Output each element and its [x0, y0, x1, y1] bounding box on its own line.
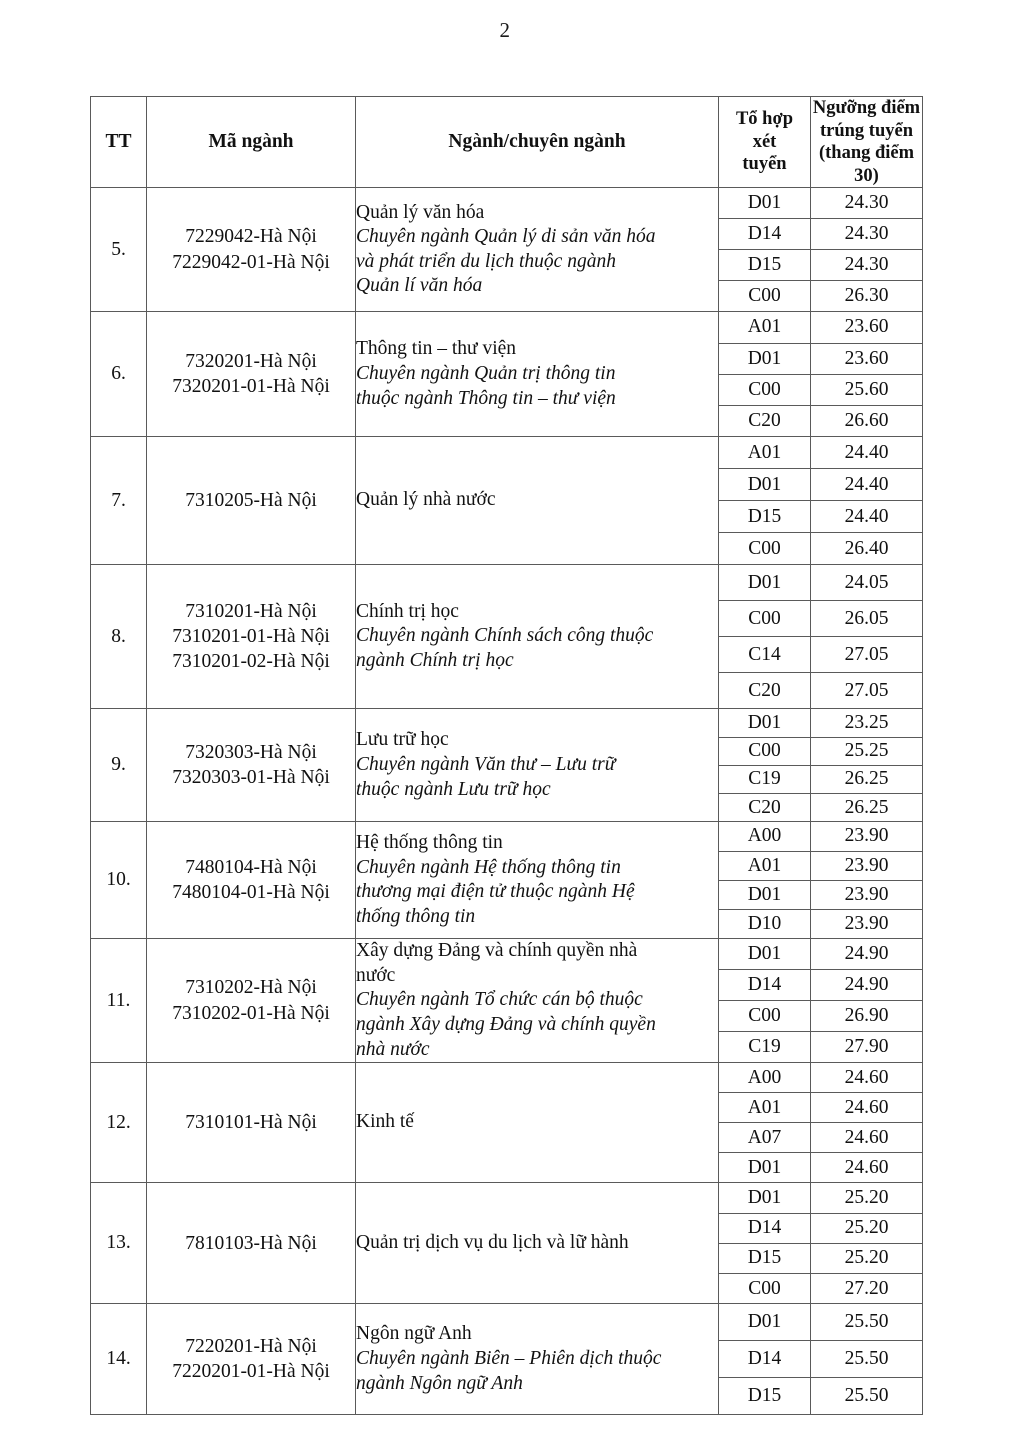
- subject-combo-cell: D15: [719, 1378, 811, 1415]
- major-name-line: Quản lý văn hóa: [356, 201, 485, 223]
- benchmark-score-cell: 24.05: [811, 565, 923, 601]
- specialization-line: ngành Xây dựng Đảng và chính quyền: [356, 1014, 656, 1036]
- subject-combo-cell: D15: [719, 501, 811, 533]
- table-row: [91, 939, 923, 970]
- benchmark-score-cell: 24.60: [811, 1153, 923, 1183]
- subject-combo-cell: A00: [719, 822, 811, 851]
- major-code-line: 7310201-02-Hà Nội: [172, 651, 330, 673]
- subject-combo-cell: C19: [719, 765, 811, 793]
- specialization-line: Chuyên ngành Quản lý di sản văn hóa: [356, 226, 656, 248]
- benchmark-score-cell: 26.40: [811, 533, 923, 565]
- specialization-line: thuộc ngành Lưu trữ học: [356, 778, 551, 800]
- major-name-line: Hệ thống thông tin: [356, 832, 503, 854]
- column-header-nguong-diem: [811, 97, 923, 188]
- specialization-line: thương mại điện tử thuộc ngành Hệ: [356, 881, 635, 903]
- major-code-line: 7220201-01-Hà Nội: [172, 1361, 330, 1383]
- major-name-cell: [356, 437, 719, 565]
- specialization-line: Chuyên ngành Biên – Phiên dịch thuộc: [356, 1347, 662, 1369]
- major-name-line: Kinh tế: [356, 1111, 414, 1133]
- table-row: [91, 1063, 923, 1093]
- benchmark-score-cell: 24.30: [811, 188, 923, 219]
- benchmark-score-cell: 25.20: [811, 1183, 923, 1213]
- benchmark-score-cell: 24.60: [811, 1093, 923, 1123]
- subject-combo-cell: C14: [719, 637, 811, 673]
- major-name-cell: [356, 1304, 719, 1415]
- specialization-line: Chuyên ngành Quản trị thông tin: [356, 362, 616, 384]
- table-header: [91, 97, 923, 188]
- benchmark-score-cell: 23.25: [811, 709, 923, 737]
- to-hop-line-3: tuyển: [742, 154, 787, 175]
- benchmark-score-cell: 27.90: [811, 1032, 923, 1063]
- admission-score-table: [90, 96, 923, 1415]
- nguong-line-2: trúng tuyển: [819, 120, 914, 141]
- major-name-line: Lưu trữ học: [356, 729, 449, 751]
- major-name-cell: [356, 939, 719, 1063]
- specialization-line: thuộc ngành Thông tin – thư viện: [356, 387, 616, 409]
- benchmark-score-cell: 26.30: [811, 281, 923, 312]
- row-index-cell: 6.: [91, 312, 147, 437]
- table-row: [91, 188, 923, 219]
- specialization-line: Chuyên ngành Chính sách công thuộc: [356, 625, 654, 647]
- table-body: [91, 188, 923, 1415]
- subject-combo-cell: D15: [719, 250, 811, 281]
- major-code-cell: [147, 1063, 356, 1183]
- major-code-cell: [147, 1304, 356, 1415]
- specialization-line: ngành Chính trị học: [356, 650, 514, 672]
- subject-combo-cell: D15: [719, 1243, 811, 1273]
- major-name-line: nước: [356, 964, 396, 986]
- benchmark-score-cell: 25.50: [811, 1304, 923, 1341]
- benchmark-score-cell: 23.90: [811, 880, 923, 909]
- subject-combo-cell: D01: [719, 939, 811, 970]
- major-code-line: 7229042-01-Hà Nội: [172, 251, 330, 273]
- row-index-cell: 8.: [91, 565, 147, 709]
- table-row: [91, 312, 923, 343]
- specialization-line: Quản lí văn hóa: [356, 275, 483, 297]
- benchmark-score-cell: 24.40: [811, 469, 923, 501]
- benchmark-score-cell: 23.60: [811, 312, 923, 343]
- benchmark-score-cell: 25.20: [811, 1243, 923, 1273]
- benchmark-score-cell: 25.20: [811, 1213, 923, 1243]
- row-index-cell: 5.: [91, 188, 147, 312]
- subject-combo-cell: D14: [719, 970, 811, 1001]
- major-name-line: Quản trị dịch vụ du lịch và lữ hành: [356, 1231, 629, 1253]
- specialization-line: và phát triển du lịch thuộc ngành: [356, 250, 616, 272]
- benchmark-score-cell: 23.90: [811, 910, 923, 939]
- major-code-line: 7310205-Hà Nội: [185, 490, 317, 512]
- major-name-line: Xây dựng Đảng và chính quyền nhà: [356, 940, 638, 962]
- major-code-line: 7480104-01-Hà Nội: [172, 882, 330, 904]
- major-name-cell: [356, 709, 719, 822]
- benchmark-score-cell: 25.60: [811, 374, 923, 405]
- major-name-cell: [356, 1063, 719, 1183]
- major-code-line: 7320201-Hà Nội: [185, 350, 317, 372]
- major-name-cell: [356, 822, 719, 939]
- subject-combo-cell: C20: [719, 673, 811, 709]
- benchmark-score-cell: 24.90: [811, 939, 923, 970]
- major-name-cell: [356, 565, 719, 709]
- row-index-cell: 10.: [91, 822, 147, 939]
- benchmark-score-cell: 26.25: [811, 794, 923, 822]
- table-row: [91, 822, 923, 851]
- major-code-line: 7310201-Hà Nội: [185, 600, 317, 622]
- subject-combo-cell: D10: [719, 910, 811, 939]
- major-code-line: 7480104-Hà Nội: [185, 856, 317, 878]
- row-index-cell: 13.: [91, 1183, 147, 1304]
- subject-combo-cell: C00: [719, 601, 811, 637]
- subject-combo-cell: A07: [719, 1123, 811, 1153]
- major-code-cell: [147, 437, 356, 565]
- benchmark-score-cell: 24.60: [811, 1123, 923, 1153]
- major-code-line: 7320303-Hà Nội: [185, 741, 317, 763]
- table-row: [91, 1304, 923, 1341]
- benchmark-score-cell: 27.05: [811, 637, 923, 673]
- row-index-cell: 9.: [91, 709, 147, 822]
- benchmark-score-cell: 24.90: [811, 970, 923, 1001]
- major-code-cell: [147, 939, 356, 1063]
- specialization-line: thống thông tin: [356, 905, 476, 927]
- benchmark-score-cell: 27.05: [811, 673, 923, 709]
- row-index-cell: 7.: [91, 437, 147, 565]
- subject-combo-cell: C00: [719, 1001, 811, 1032]
- subject-combo-cell: A01: [719, 851, 811, 880]
- subject-combo-cell: C20: [719, 406, 811, 437]
- specialization-line: ngành Ngôn ngữ Anh: [356, 1372, 523, 1394]
- benchmark-score-cell: 25.25: [811, 737, 923, 765]
- benchmark-score-cell: 24.40: [811, 437, 923, 469]
- specialization-line: Chuyên ngành Hệ thống thông tin: [356, 856, 621, 878]
- major-name-line: Chính trị học: [356, 600, 459, 622]
- major-code-line: 7310202-01-Hà Nội: [172, 1002, 330, 1024]
- subject-combo-cell: D14: [719, 1341, 811, 1378]
- subject-combo-cell: D14: [719, 219, 811, 250]
- page-number: 2: [499, 18, 511, 42]
- benchmark-score-cell: 23.90: [811, 851, 923, 880]
- subject-combo-cell: D01: [719, 1153, 811, 1183]
- benchmark-score-cell: 25.50: [811, 1341, 923, 1378]
- table-row: [91, 437, 923, 469]
- major-code-line: 7320201-01-Hà Nội: [172, 376, 330, 398]
- major-code-line: 7310101-Hà Nội: [185, 1112, 317, 1134]
- subject-combo-cell: A00: [719, 1063, 811, 1093]
- benchmark-score-cell: 27.20: [811, 1274, 923, 1304]
- column-header-nganh: Ngành/chuyên ngành: [356, 97, 719, 188]
- major-code-cell: [147, 822, 356, 939]
- major-code-line: 7320303-01-Hà Nội: [172, 767, 330, 789]
- major-code-line: 7310202-Hà Nội: [185, 977, 317, 999]
- specialization-line: Chuyên ngành Tổ chức cán bộ thuộc: [356, 989, 643, 1011]
- major-name-line: Ngôn ngữ Anh: [356, 1323, 472, 1345]
- subject-combo-cell: D01: [719, 188, 811, 219]
- benchmark-score-cell: 23.60: [811, 343, 923, 374]
- major-name-line: Thông tin – thư viện: [356, 338, 517, 360]
- specialization-line: Chuyên ngành Văn thư – Lưu trữ: [356, 753, 616, 775]
- subject-combo-cell: D01: [719, 1304, 811, 1341]
- subject-combo-cell: D01: [719, 469, 811, 501]
- subject-combo-cell: D01: [719, 565, 811, 601]
- major-code-line: 7229042-Hà Nội: [185, 226, 317, 248]
- nguong-line-1: Ngưỡng điểm: [812, 98, 921, 118]
- column-header-to-hop: [719, 97, 811, 188]
- subject-combo-cell: A01: [719, 312, 811, 343]
- benchmark-score-cell: 24.30: [811, 219, 923, 250]
- major-code-line: 7810103-Hà Nội: [185, 1232, 317, 1254]
- subject-combo-cell: D01: [719, 880, 811, 909]
- subject-combo-cell: C19: [719, 1032, 811, 1063]
- subject-combo-cell: C00: [719, 374, 811, 405]
- benchmark-score-cell: 26.90: [811, 1001, 923, 1032]
- benchmark-score-cell: 24.60: [811, 1063, 923, 1093]
- to-hop-line-2: xét: [752, 131, 777, 152]
- subject-combo-cell: D01: [719, 709, 811, 737]
- major-name-cell: [356, 1183, 719, 1304]
- subject-combo-cell: D01: [719, 343, 811, 374]
- to-hop-line-1: Tổ hợp: [735, 109, 794, 130]
- benchmark-score-cell: 26.25: [811, 765, 923, 793]
- major-code-cell: [147, 565, 356, 709]
- major-code-line: 7310201-01-Hà Nội: [172, 626, 330, 648]
- major-code-cell: [147, 188, 356, 312]
- subject-combo-cell: C00: [719, 1274, 811, 1304]
- major-name-line: Quản lý nhà nước: [356, 489, 496, 511]
- benchmark-score-cell: 23.90: [811, 822, 923, 851]
- column-header-ma-nganh: Mã ngành: [147, 97, 356, 188]
- subject-combo-cell: C00: [719, 737, 811, 765]
- table-row: [91, 709, 923, 737]
- benchmark-score-cell: 24.40: [811, 501, 923, 533]
- specialization-line: nhà nước: [356, 1038, 430, 1060]
- subject-combo-cell: C00: [719, 533, 811, 565]
- major-code-cell: [147, 709, 356, 822]
- row-index-cell: 14.: [91, 1304, 147, 1415]
- major-code-cell: [147, 312, 356, 437]
- benchmark-score-cell: 24.30: [811, 250, 923, 281]
- subject-combo-cell: A01: [719, 437, 811, 469]
- subject-combo-cell: D14: [719, 1213, 811, 1243]
- benchmark-score-cell: 25.50: [811, 1378, 923, 1415]
- major-code-cell: [147, 1183, 356, 1304]
- subject-combo-cell: C20: [719, 794, 811, 822]
- table-row: [91, 565, 923, 601]
- benchmark-score-cell: 26.05: [811, 601, 923, 637]
- major-name-cell: [356, 188, 719, 312]
- subject-combo-cell: C00: [719, 281, 811, 312]
- header-row: [91, 97, 923, 188]
- benchmark-score-cell: 26.60: [811, 406, 923, 437]
- nguong-line-3: (thang điểm 30): [818, 143, 915, 186]
- row-index-cell: 12.: [91, 1063, 147, 1183]
- column-header-tt: TT: [91, 97, 147, 188]
- row-index-cell: 11.: [91, 939, 147, 1063]
- major-name-cell: [356, 312, 719, 437]
- subject-combo-cell: A01: [719, 1093, 811, 1123]
- table-row: [91, 1183, 923, 1213]
- subject-combo-cell: D01: [719, 1183, 811, 1213]
- major-code-line: 7220201-Hà Nội: [185, 1335, 317, 1357]
